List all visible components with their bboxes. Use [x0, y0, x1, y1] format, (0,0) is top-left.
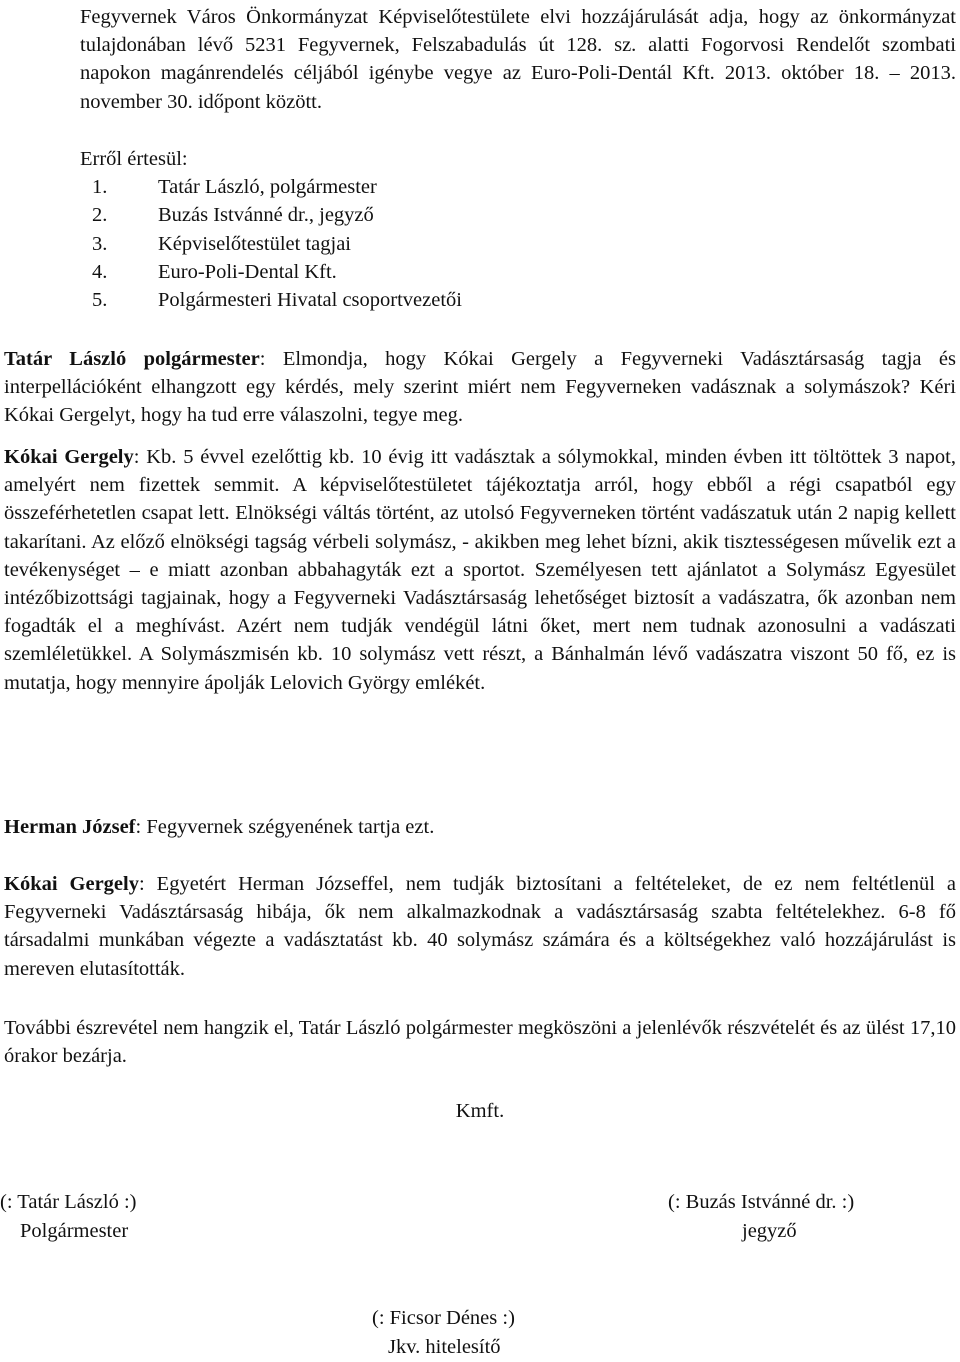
- speaker-name: Herman József: [4, 816, 136, 838]
- recipient-text: Polgármesteri Hivatal csoportvezetői: [158, 289, 462, 312]
- recipient-text: Képviselőtestület tagjai: [158, 232, 351, 255]
- speech-text: : Elmondja, hogy Kókai Gergely a Fegyverneki Vadásztársaság tagja és interpellációként elhangzott egy kérdés, mely szerint miért nem Fegyverneken vadásznak a solymászok? Kéri Kókai Gergelyt, hogy ha tud erre válaszolni, tegye meg.: [4, 348, 957, 427]
- recipient-number: 2.: [92, 204, 108, 227]
- recipient-number: 3.: [92, 232, 108, 255]
- speech-text: : Fegyvernek szégyenének tartja ezt.: [135, 816, 435, 838]
- recipient-item: [80, 230, 462, 258]
- signature-role: Polgármester: [20, 1220, 129, 1242]
- speaker-name: Kókai Gergely: [4, 873, 139, 895]
- closing-paragraph: További észrevétel nem hangzik el, Tatár László polgármester megköszöni a jelenlévők részvételét és az ülést 17,10 órakor bezárja.: [4, 1017, 956, 1068]
- recipient-text: Euro-Poli-Dental Kft.: [158, 260, 337, 283]
- recipient-item: [80, 201, 462, 229]
- signature-role: jegyző: [742, 1220, 797, 1242]
- notice-section: [80, 145, 462, 314]
- signature-name: (: Tatár László :): [0, 1191, 137, 1213]
- speech-paragraph: [4, 813, 956, 841]
- recipient-text: Buzás Istvánné dr., jegyző: [158, 204, 374, 227]
- recipient-number: 1.: [92, 176, 108, 199]
- signature-notary: [668, 1188, 854, 1246]
- recipient-number: 5.: [92, 289, 108, 312]
- speech-paragraph: [4, 870, 956, 983]
- recipient-number: 4.: [92, 260, 108, 283]
- speaker-name: Tatár László polgármester: [4, 348, 260, 370]
- signature-authenticator: [372, 1304, 515, 1362]
- signature-name: (: Buzás Istvánné dr. :): [668, 1191, 855, 1213]
- speech-paragraph: [4, 443, 956, 697]
- speech-text: : Egyetért Herman Józseffel, nem tudják biztosítani a feltételeket, de ez nem feltétlenül a Fegyverneki Vadásztársaság hibája, ők nem alkalmazkodnak a vadásztársaság szabta feltételekhez. 6-8 fő társadalmi munkában végezte a vadásztatást kb. 40 solymász számára és a költségekhez való hozzájárulást is mereven elutasították.: [4, 873, 956, 980]
- signature-role: Jkv. hitelesítő: [388, 1336, 501, 1358]
- speaker-name: Kókai Gergely: [4, 446, 134, 468]
- speech-text: : Kb. 5 évvel ezelőttig kb. 10 évig itt vadásztak a sólymokkal, minden évben itt töltöttek 3 napot, amelyért nem fizettek semmit. A képviselőtestületet tájékoztatja arról, hogy ebből a régi csapatból egy összeférhetetlen csapat lett. Elnökségi váltás történt, az utolsó Fegyverneken történt vadászatuk után 2 napig kellett takarítani. Az előző elnökségi tagság vérbeli solymász, - akikben meg lehet bízni, akik tisztességesen művelik ezt a tevékenységet – e miatt azonban abbahagyták ezt a sportot. Személyesen tett ajánlatot a Solymász Egyesület intézőbizottsági tagjainak, hogy a Fegyverneki Vadásztársaság lehetőséget biztosít a vadászatra, ők azonban nem fogadták el a meghívást. Azért nem tudják vendégül látni őket, mert nem tudnak azonosulni a vadászati szemléletükkel. A Solymászmisén kb. 10 solymász vett részt, a Bánhalmán lévő vadászatra viszont 50 fő, ez is mutatja, hogy mennyire ápolják Lelovich György emlékét.: [4, 446, 956, 694]
- recipient-list: [80, 173, 462, 314]
- signature-mayor: [0, 1188, 137, 1246]
- speech-paragraph: [4, 345, 956, 430]
- intro-paragraph: Fegyvernek Város Önkormányzat Képviselőtestülete elvi hozzájárulását adja, hogy az önkormányzat tulajdonában lévő 5231 Fegyvernek, Felszabadulás út 128. sz. alatti Fogorvosi Rendelőt szombati napokon magánrendelés céljából igénybe vegye az Euro-Poli-Dentál Kft. 2013. október 18. – 2013. november 30. időpont között.: [80, 6, 956, 113]
- signature-name: (: Ficsor Dénes :): [372, 1307, 515, 1329]
- kmft-label: Kmft.: [455, 1100, 505, 1122]
- recipient-item: [80, 258, 462, 286]
- recipient-item: [80, 173, 462, 201]
- recipient-text: Tatár László, polgármester: [158, 176, 377, 199]
- recipient-item: [80, 286, 462, 314]
- notice-heading: Erről értesül:: [80, 148, 188, 170]
